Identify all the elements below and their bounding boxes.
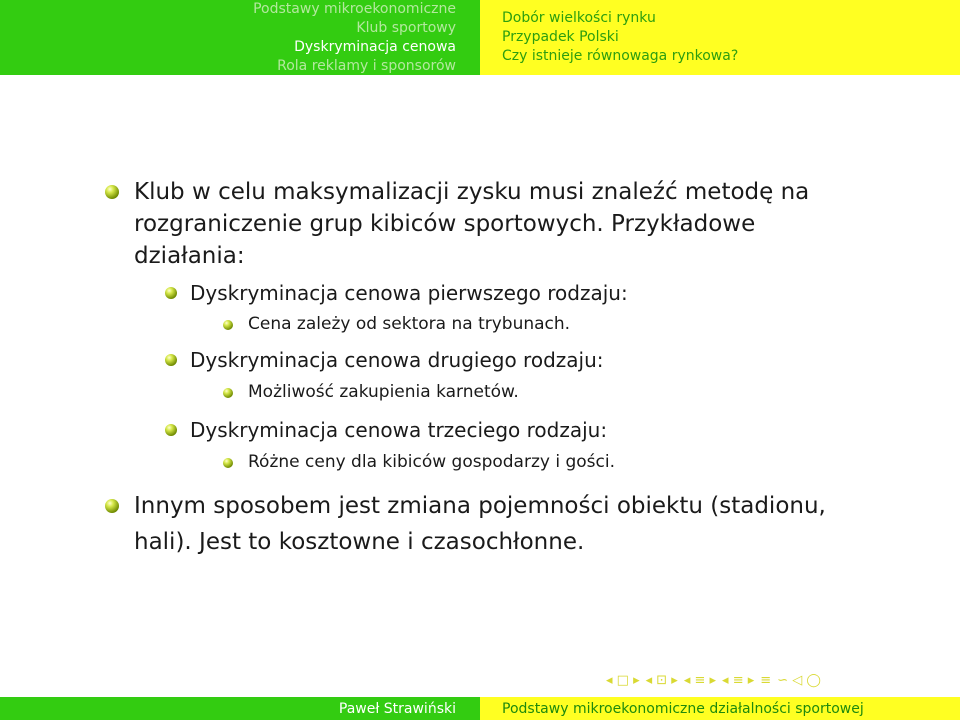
beamer-navigation	[606, 670, 956, 690]
subbullet-first-degree: Dyskryminacja cenowa pierwszego rodzaju:	[190, 281, 628, 305]
subsection-link-rownowaga[interactable]: Czy istnieje równowaga rynkowa?	[502, 48, 739, 64]
bullet-text-line: Klub w celu maksymalizacji zysku musi znaleźć metodę na	[134, 179, 810, 205]
section-link-klub[interactable]: Klub sportowy	[356, 19, 456, 36]
subbullet-third-degree: Dyskryminacja cenowa trzeciego rodzaju:	[190, 418, 608, 442]
section-link-dyskryminacja[interactable]: Dyskryminacja cenowa	[294, 38, 456, 55]
subsection-nav-icon[interactable]: ◂ ⊡ ▸	[645, 672, 678, 688]
bullet-text-line: rozgraniczenie grup kibiców sportowych. Przykładowe	[134, 211, 756, 237]
bullet-text-line: hali). Jest to kosztowne i czasochłonne.	[134, 529, 585, 555]
subsub-item-sector: Cena zależy od sektora na trybunach.	[248, 314, 571, 334]
document-nav-icon[interactable]: ◂ ≡ ▸	[722, 672, 755, 688]
subsub-bullet-ball-icon	[222, 319, 234, 331]
sub-bullet-ball-icon	[164, 286, 178, 300]
footer-bar	[0, 697, 960, 720]
section-link-podstawy[interactable]: Podstawy mikroekonomiczne	[253, 0, 456, 17]
subsub-item-season-ticket: Możliwość zakupienia karnetów.	[248, 382, 519, 402]
bullet-text-line: Innym sposobem jest zmiana pojemności obiektu (stadionu,	[134, 493, 826, 519]
frame-nav-icon[interactable]: ◂ □ ▸	[606, 672, 640, 688]
footer-author: Paweł Strawiński	[0, 697, 480, 720]
subsection-link-dobor[interactable]: Dobór wielkości rynku	[502, 10, 656, 26]
sub-bullet-ball-icon	[164, 423, 178, 437]
search-back-icon[interactable]: ∽ ◁ ◯	[777, 672, 821, 688]
subsub-item-home-away: Różne ceny dla kibiców gospodarzy i gości.	[248, 452, 616, 472]
bullet-ball-icon	[104, 184, 120, 200]
subbullet-second-degree: Dyskryminacja cenowa drugiego rodzaju:	[190, 348, 604, 372]
section-nav-icon[interactable]: ◂ ≡ ▸	[683, 672, 717, 688]
subsub-bullet-ball-icon	[222, 457, 234, 469]
bullet-text-line: działania:	[134, 243, 245, 269]
subsub-bullet-ball-icon	[222, 387, 234, 399]
subsection-link-polska[interactable]: Przypadek Polski	[502, 29, 619, 45]
sub-bullet-ball-icon	[164, 353, 178, 367]
appendix-icon[interactable]: ≡	[760, 672, 772, 688]
footer-title: Podstawy mikroekonomiczne działalności sportowej	[480, 697, 960, 720]
bullet-ball-icon	[104, 498, 120, 514]
section-link-reklama[interactable]: Rola reklamy i sponsorów	[277, 57, 456, 74]
